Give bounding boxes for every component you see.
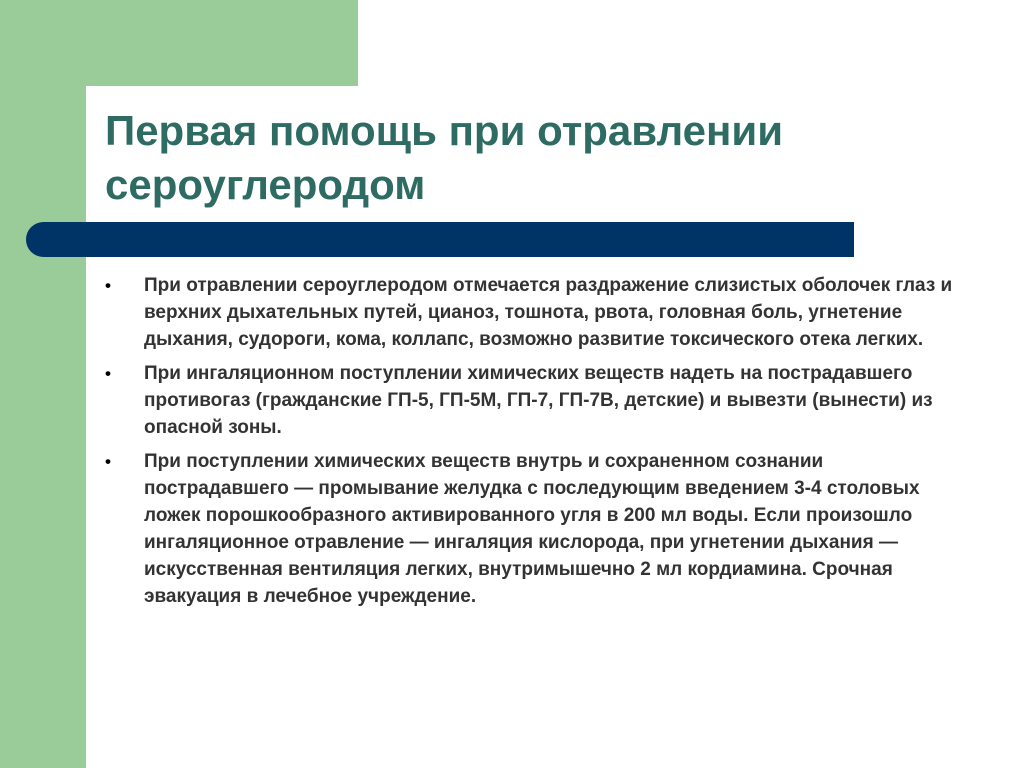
bullet-item-inhalation xyxy=(100,360,960,441)
bullet-text-inhalation: При ингаляционном поступлении химических веществ надеть на пострадавшего противогаз (гражданские ГП-5, ГП-5М, ГП-7, ГП-7В, детские) и вывезти (вынести) из опасной зоны. xyxy=(144,363,933,438)
green-accent-left xyxy=(0,0,86,768)
bullet-dot-icon: • xyxy=(105,364,111,383)
bullet-item-symptoms xyxy=(100,272,960,353)
slide-title-line-1: Первая помощь при отравлении xyxy=(105,107,784,154)
bullet-dot-icon: • xyxy=(105,276,111,295)
bullet-text-symptoms: При отравлении сероуглеродом отмечается раздражение слизистых оболочек глаз и верхних дыхательных путей, цианоз, тошнота, рвота, головная боль, угнетение дыхания, судороги, кома, коллапс, возможно развитие токсического отека легких. xyxy=(144,275,953,350)
bullet-list xyxy=(100,272,960,617)
bullet-text-ingestion: При поступлении химических веществ внутрь и сохраненном сознании пострадавшего — промывание желудка с последующим введением 3-4 столовых ложек порошкообразного активированного угля в 200 мл воды. Если произошло ингаляционное отравление — ингаляция кислорода, при угнетении дыхания — искусственная вентиляция легких, внутримышечно 2 мл кордиамина. Срочная эвакуация в лечебное учреждение. xyxy=(144,451,920,607)
bullet-dot-icon: • xyxy=(105,452,111,471)
slide-title-line-2: сероуглеродом xyxy=(105,161,426,208)
slide-title xyxy=(105,104,985,212)
bullet-item-ingestion xyxy=(100,448,960,610)
title-divider-bar xyxy=(26,222,854,257)
